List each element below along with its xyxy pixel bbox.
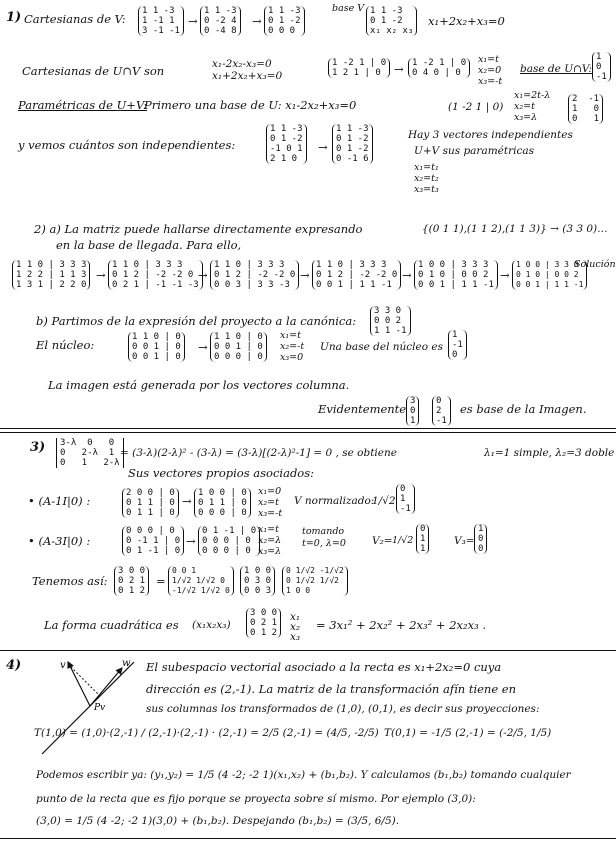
equals: = — [156, 574, 166, 588]
matrix-f: 1 0 0 | 3 3 0 0 1 0 | 0 0 2 0 0 1 | 1 1 -1 — [512, 260, 587, 290]
vector-imagen-1: 3 0 1 — [406, 396, 419, 426]
arrow: → — [182, 494, 192, 508]
system-parametricas: x₁=t₁ x₂=t₂ x₃=t₃ — [414, 162, 439, 195]
arrow: → — [500, 268, 510, 282]
vector-base-uv: 1 0 -1 — [592, 52, 611, 82]
v3-label: V₃= — [454, 535, 475, 547]
solucion-label: Solución — [574, 259, 616, 270]
matrix-v-4: 1 1 -3 0 1 -2 x₁ x₂ x₃ — [366, 6, 417, 36]
separator — [0, 838, 616, 839]
arrow: → — [300, 268, 310, 282]
arrow: → — [96, 268, 106, 282]
matrix-e: 1 0 0 | 3 3 3 0 1 0 | 0 0 2 0 0 1 | 1 1 -1 — [414, 260, 498, 290]
vector-v3: 1 0 0 — [474, 524, 487, 554]
s2b-intro: b) Partimos de la expresión del proyecto a la canónica: — [36, 314, 357, 328]
matrix-d: 1 1 0 | 3 3 3 0 1 2 | -2 -2 0 0 0 1 | 1 1 -1 — [312, 260, 401, 290]
s2-vectors: {(0 1 1),(1 1 2),(1 1 3)} → (3 3 0)… — [422, 223, 608, 235]
a-minus-3i-text: (A-3I|0) : — [38, 534, 91, 548]
w-label: w — [122, 658, 131, 669]
matrix-c: 1 1 0 | 3 3 3 0 1 2 | -2 -2 0 0 0 3 | 3 3 -3 — [210, 260, 299, 290]
s4-t01: T(0,1) = -1/5 (2,-1) = (-2/5, 1/5) — [384, 727, 552, 739]
matrix-proyecto: 3 3 0 0 0 2 1 1 -1 — [370, 306, 411, 336]
base-u-label: Primero una base de U: x₁-2x₂+x₃=0 — [144, 98, 357, 112]
s4-line-1: El subespacio vectorial asociado a la recta es x₁+2x₂=0 cuya — [146, 660, 502, 674]
separator — [0, 432, 616, 433]
v2-sqrt2: 1/√2 — [392, 535, 414, 546]
s4-line-6: punto de la recta que es fijo porque se proyecta sobre sí mismo. Por ejemplo (3,0): — [36, 793, 476, 805]
vector-nucleo: 1 -1 0 — [448, 330, 467, 360]
s2-intro: 2) a) La matriz puede hallarse directamente expresando — [34, 222, 363, 236]
matrix-t1: 3 0 0 0 2 1 0 1 2 — [114, 566, 149, 596]
matrix-a1b: 1 0 0 | 0 0 1 1 | 0 0 0 0 | 0 — [194, 488, 251, 518]
matrix-nucleo-2: 1 1 0 | 0 0 0 1 | 0 0 0 0 | 0 — [210, 332, 267, 362]
arrow: → — [394, 62, 404, 76]
sqrt2-fraction: 1/√2 — [372, 495, 396, 507]
projection-diagram — [30, 654, 140, 758]
tenemos-label: Tenemos así: — [32, 574, 108, 588]
vector-normalizado: 0 1 -1 — [396, 484, 415, 514]
matrix-a3b: 0 1 -1 | 0 0 0 0 | 0 0 0 0 | 0 — [198, 526, 260, 556]
pv-label: Pv — [94, 703, 106, 713]
separator — [0, 650, 616, 651]
matrix-a: 1 1 0 | 3 3 3 1 2 2 | 1 1 3 1 3 1 | 2 2 0 — [12, 260, 90, 290]
hay-3-vectores: Hay 3 vectores independientes — [408, 129, 573, 141]
cartesianas-v-label: Cartesianas de V: — [24, 12, 126, 26]
v-normalizado-label: V normalizado: — [294, 495, 375, 507]
arrow: → — [186, 534, 196, 548]
matrix-v-1: 1 1 -3 1 -1 1 3 -1 -1 — [138, 6, 184, 36]
a-minus-3i-label: • (A-3I|0) : — [28, 534, 91, 548]
section-3-number: 3) — [30, 440, 46, 455]
eigenvalues: λ₁=1 simple, λ₂=3 doble — [484, 447, 615, 459]
equation-v: x₁+2x₂+x₃=0 — [428, 14, 505, 28]
s4-t10: T(1,0) = (1,0)·(2,-1) / (2,-1)·(2,-1) · (2,-1) = 2/5 (2,-1) = (4/5, -2/5) — [34, 727, 379, 739]
cartesianas-uv-label: Cartesianas de U∩V son — [22, 64, 165, 78]
vector-v2: 0 1 1 — [416, 524, 429, 554]
base-uv-label: base de U∩V: — [520, 63, 592, 75]
matrix-nucleo-1: 1 1 0 | 0 0 0 1 | 0 0 0 1 | 0 — [128, 332, 185, 362]
section-1-number: 1) — [6, 10, 22, 25]
matrix-t3: 1 0 0 0 3 0 0 0 3 — [240, 566, 275, 596]
a-minus-1i-label: • (A-1I|0) : — [28, 494, 91, 508]
matrix-t4: 0 1/√2 -1/√2 0 1/√2 1/√2 1 0 0 — [282, 566, 348, 596]
parametricas-label: Paramétricas de U+V: — [18, 98, 147, 112]
matrix-uv-1: 1 -2 1 | 0 1 2 1 | 0 — [328, 58, 390, 78]
vector-u: (1 -2 1 | 0) — [448, 101, 504, 113]
s4-line-5: Podemos escribir ya: (y₁,y₂) = 1/5 (4 -2; -2 1)(x₁,x₂) + (b₁,b₂). Y calculamos (b₁,b₂) tomando cualquier — [36, 769, 571, 781]
base-v-label: base V — [332, 3, 365, 14]
solution-a3: x₁=t x₂=λ x₃=λ — [258, 524, 282, 557]
evidentemente-label: Evidentemente — [318, 402, 407, 416]
arrow: → — [198, 340, 208, 354]
solution-a1: x₁=0 x₂=t x₃=-t — [258, 486, 283, 519]
arrow: → — [188, 14, 198, 28]
vector-imagen-2: 0 2 -1 — [432, 396, 451, 426]
a-minus-1i-text: (A-1I|0) : — [38, 494, 91, 508]
matrix-v-3: 1 1 -3 0 1 -2 0 0 0 — [264, 6, 305, 36]
solution-uv: x₁=t x₂=0 x₃=-t — [478, 54, 503, 87]
row-vector-x: (x₁x₂x₃) — [192, 619, 231, 631]
matrix-a1: 2 0 0 | 0 0 1 1 | 0 0 1 1 | 0 — [122, 488, 179, 518]
tomando-label: tomando t=0, λ=0 — [302, 526, 346, 549]
arrow: → — [198, 268, 208, 282]
matrix-ind-2: 1 1 -3 0 1 -2 0 1 -2 0 -1 6 — [332, 124, 373, 164]
forma-cuadratica-label: La forma cuadrática es — [44, 618, 179, 632]
matrix-determinant: 3-λ 0 0 0 2-λ 1 0 1 2-λ — [56, 438, 124, 468]
s2-base-llegada: en la base de llegada. Para ello, — [56, 238, 242, 252]
matrix-quadratic: 3 0 0 0 2 1 0 1 2 — [246, 608, 281, 638]
arrow: → — [252, 14, 262, 28]
s4-line-7: (3,0) = 1/5 (4 -2; -2 1)(3,0) + (b₁,b₂). Despejando (b₁,b₂) = (3/5, 6/5). — [36, 815, 400, 827]
characteristic-equation: = (3-λ)(2-λ)² - (3-λ) = (3-λ)[(2-λ)²-1] = 0 , se obtiene — [120, 447, 397, 459]
base-nucleo-label: Una base del núcleo es — [320, 341, 444, 353]
imagen-label: La imagen está generada por los vectores columna. — [48, 378, 350, 392]
s4-line-2: dirección es (2,-1). La matriz de la transformación afín tiene en — [146, 682, 517, 696]
matrix-b: 1 1 0 | 3 3 3 0 1 2 | -2 -2 0 0 2 1 | -1 -1 -3 — [108, 260, 203, 290]
solution-nucleo: x₁=t x₂=-t x₃=0 — [280, 330, 305, 363]
matrix-base-u: 2 -1 1 0 0 1 — [568, 94, 603, 124]
quadratic-result: = 3x₁² + 2x₂² + 2x₃² + 2x₂x₃ . — [316, 618, 487, 632]
matrix-t2: 0 0 1 1/√2 1/√2 0 -1/√2 1/√2 0 — [168, 566, 234, 596]
arrow: → — [402, 268, 412, 282]
solution-u: x₁=2t-λ x₂=t x₃=λ — [514, 90, 551, 123]
v-label: v — [60, 660, 66, 671]
separator — [0, 428, 616, 429]
nucleo-label: El núcleo: — [36, 338, 95, 352]
system-uv: x₁-2x₂-x₃=0 x₁+2x₂+x₃=0 — [212, 58, 283, 82]
matrix-v-2: 1 1 -3 0 -2 4 0 -4 8 — [200, 6, 241, 36]
matrix-a3: 0 0 0 | 0 0 -1 1 | 0 0 1 -1 | 0 — [122, 526, 184, 556]
matrix-uv-2: 1 -2 1 | 0 0 4 0 | 0 — [408, 58, 470, 78]
arrow: → — [318, 140, 328, 154]
vectores-propios-label: Sus vectores propios asociados: — [128, 466, 315, 480]
matrix-ind-1: 1 1 -3 0 1 -2 -1 0 1 2 1 0 — [266, 124, 307, 164]
uv-parametricas: U+V sus paramétricas — [414, 145, 535, 157]
v2-label: V₂= — [372, 535, 393, 547]
column-vector-x: x₁ x₂ x₃ — [290, 611, 301, 643]
base-imagen-label: es base de la Imagen. — [460, 402, 587, 416]
s4-line-3: sus columnas los transformados de (1,0), (0,1), es decir sus proyecciones: — [146, 703, 540, 715]
section-4-number: 4) — [6, 658, 22, 673]
independientes-label: y vemos cuántos son independientes: — [18, 138, 236, 152]
